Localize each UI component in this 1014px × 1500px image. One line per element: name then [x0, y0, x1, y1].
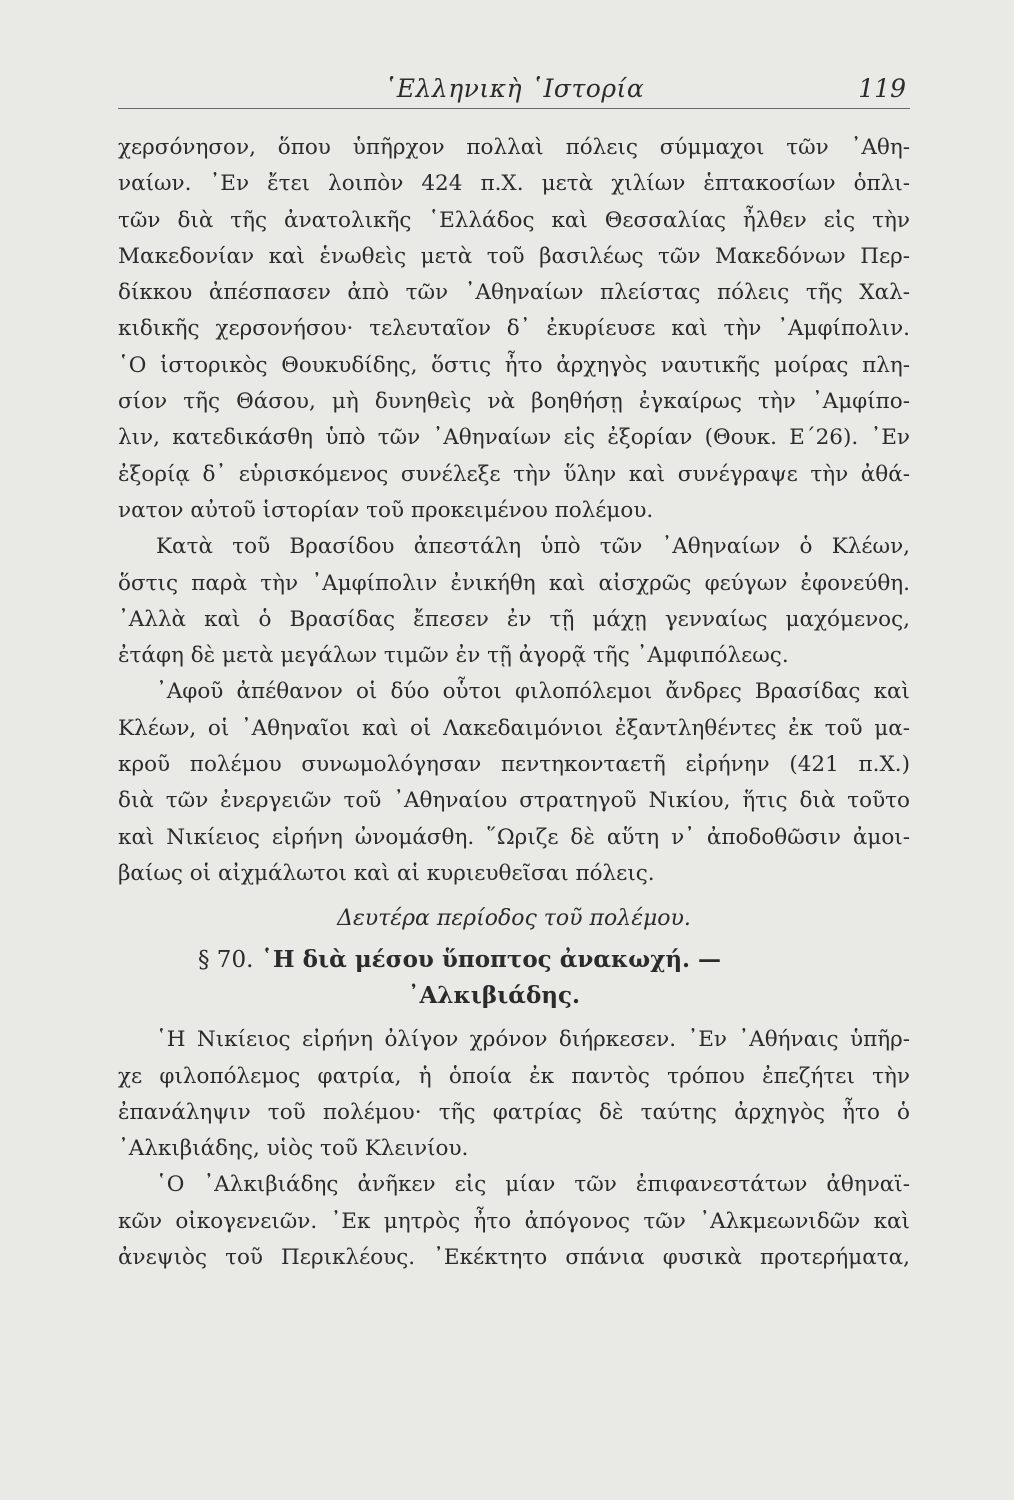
text-line: ἐξορίᾳ δ᾿ εὑρισκόμενος συνέλεξε τὴν ὕλην καὶ συνέγραψε τὴν ἀθά- — [118, 461, 910, 487]
text-line: βαίως οἱ αἰχμάλωτοι καὶ αἱ κυριευθεῖσαι πόλεις. — [118, 860, 655, 886]
text-line: νατον αὐτοῦ ἱστορίαν τοῦ προκειμένου πολέμου. — [118, 497, 654, 523]
paragraph-1 — [118, 130, 910, 529]
text-line: χερσόνησον, ὅπου ὑπῆρχον πολλαὶ πόλεις σύμμαχοι τῶν ᾿Αθη- — [118, 135, 910, 160]
text-line: Μακεδονίαν καὶ ἑνωθεὶς μετὰ τοῦ βασιλέως τῶν Μακεδόνων Περ- — [118, 243, 910, 269]
text-line: ῾Ο ἱστορικὸς Θουκυδίδης, ὅστις ἦτο ἀρχηγὸς ναυτικῆς μοίρας πλη- — [118, 352, 910, 378]
period-subtitle: Δευτέρα περίοδος τοῦ πολέμου. — [337, 906, 691, 932]
text-line: τῶν διὰ τῆς ἀνατολικῆς ῾Ελλάδος καὶ Θεσσαλίας ἦλθεν εἰς τὴν — [118, 207, 910, 233]
text-line: κροῦ πολέμου συνωμολόγησαν πεντηκονταετῆ εἰρήνην (421 π.Χ.) — [118, 752, 910, 778]
text-line: κῶν οἰκογενειῶν. ᾿Εκ μητρὸς ἦτο ἀπόγονος τῶν ᾿Αλκμεωνιδῶν καὶ — [118, 1208, 910, 1234]
page-body — [118, 130, 910, 1276]
paragraph-2 — [118, 529, 910, 674]
text-line: σίον τῆς Θάσου, μὴ δυνηθεὶς νὰ βοηθήσῃ ἐγκαίρως τὴν ᾿Αμφίπο- — [118, 389, 910, 415]
text-line: ᾿Αφοῦ ἀπέθανον οἱ δύο οὗτοι φιλοπόλεμοι ἄνδρες Βρασίδας καὶ — [156, 679, 910, 705]
text-line: χε φιλοπόλεμος φατρία, ἡ ὁποία ἐκ παντὸς τρόπου ἐπεζήτει τὴν — [118, 1063, 910, 1089]
paragraph-3 — [118, 674, 910, 892]
section-title-line-1: ῾Η διὰ μέσου ὕποπτος ἀνακωχή. — — [261, 946, 722, 974]
text-line: διὰ τῶν ἐνεργειῶν τοῦ ᾿Αθηναίου στρατηγοῦ Νικίου, ἥτις διὰ τοῦτο — [118, 788, 910, 814]
paragraph-4 — [118, 1022, 910, 1167]
text-line: ῾Η Νικίειος εἰρήνη ὀλίγον χρόνον διήρκεσεν. ᾿Εν ᾿Αθήναις ὑπῆρ- — [156, 1027, 910, 1053]
text-line: καὶ Νικίειος εἰρήνη ὠνομάσθη. ῞Ωριζε δὲ αὕτη ν᾿ ἀποδοθῶσιν ἀμοι- — [118, 824, 910, 850]
section-title-line-2: ᾿Αλκιβιάδης. — [408, 982, 581, 1010]
text-line: Κατὰ τοῦ Βρασίδου ἀπεστάλη ὑπὸ τῶν ᾿Αθηναίων ὁ Κλέων, — [156, 534, 910, 560]
section-heading — [118, 942, 910, 978]
page-header — [118, 68, 910, 109]
paragraph-5 — [118, 1167, 910, 1276]
text-line: ᾿Αλλὰ καὶ ὁ Βρασίδας ἔπεσεν ἐν τῇ μάχῃ γενναίως μαχόμενος, — [118, 606, 910, 632]
section-number: § 70. — [198, 947, 254, 974]
text-line: ᾿Αλκιβιάδης, υἱὸς τοῦ Κλεινίου. — [118, 1136, 469, 1162]
text-line: ναίων. ᾿Εν ἔτει λοιπὸν 424 π.Χ. μετὰ χιλίων ἑπτακοσίων ὁπλι- — [118, 171, 910, 197]
text-line: ἐτάφη δὲ μετὰ μεγάλων τιμῶν ἐν τῇ ἀγορᾷ τῆς ᾿Αμφιπόλεως. — [118, 643, 789, 669]
text-line: δίκκου ἀπέσπασεν ἀπὸ τῶν ᾿Αθηναίων πλείστας πόλεις τῆς Χαλ- — [118, 280, 910, 306]
running-title: ῾Ελληνικὴ ῾Ιστορία — [383, 74, 645, 103]
text-line: ἀνεψιὸς τοῦ Περικλέους. ᾿Εκέκτητο σπάνια φυσικὰ προτερήματα, — [118, 1245, 910, 1271]
text-line: ἐπανάληψιν τοῦ πολέμου· τῆς φατρίας δὲ ταύτης ἀρχηγὸς ἦτο ὁ — [118, 1099, 910, 1125]
text-line: λιν, κατεδικάσθη ὑπὸ τῶν ᾿Αθηναίων εἰς ἐξορίαν (Θουκ. Ε´26). ᾿Εν — [118, 425, 910, 451]
text-line: ῾Ο ᾿Αλκιβιάδης ἀνῆκεν εἰς μίαν τῶν ἐπιφανεστάτων ἀθηναϊ- — [156, 1172, 910, 1198]
text-line: ὅστις παρὰ τὴν ᾿Αμφίπολιν ἐνικήθη καὶ αἰσχρῶς φεύγων ἐφονεύθη. — [118, 570, 910, 596]
page-number: 119 — [858, 74, 906, 103]
text-line: κιδικῆς χερσονήσου· τελευταῖον δ᾿ ἐκυρίευσε καὶ τὴν ᾿Αμφίπολιν. — [118, 316, 910, 342]
text-line: Κλέων, οἱ ᾿Αθηναῖοι καὶ οἱ Λακεδαιμόνιοι ἐξαντληθέντες ἐκ τοῦ μα- — [118, 715, 910, 741]
